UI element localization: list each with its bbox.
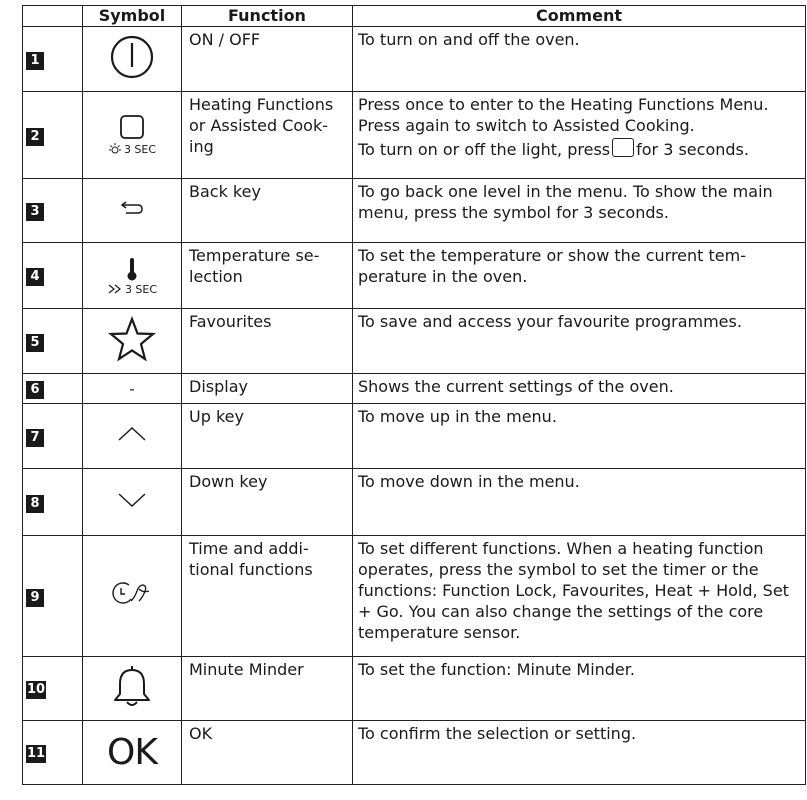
row-number: 9 [26,589,44,607]
comment-cell: To move down in the menu. [353,469,806,536]
header-row [23,6,806,27]
comment-cell [353,92,806,179]
symbol-sub-label: 3 SEC [123,142,157,156]
table-row [23,92,806,179]
comment-text: To turn on or off the light, press [358,140,611,159]
thermometer-icon [125,256,139,282]
star-icon [108,316,156,362]
comment-cell: To set the temperature or show the current tem-perature in the oven. [353,243,806,309]
comment-text: Press once to enter to the Heating Functions Menu. Press again to switch to Assisted Cooking. [358,95,769,135]
header-comment: Comment [353,6,806,27]
function-cell: OK [182,721,353,785]
function-cell: Back key [182,179,353,243]
row-number: 8 [26,495,44,513]
table-row [23,657,806,721]
square-key-icon [119,114,145,140]
bell-icon [112,664,152,710]
ok-symbol: OK [107,732,157,773]
function-cell: Time and addi-tional functions [182,536,353,657]
chevron-up-icon [117,426,147,442]
row-number: 5 [26,334,44,352]
comment-text: for 3 seconds. [636,140,749,159]
header-function: Function [182,6,353,27]
row-number: 4 [26,268,44,286]
back-arrow-icon [119,201,145,217]
function-cell: Minute Minder [182,657,353,721]
row-number: 2 [26,128,44,146]
table-row [23,374,806,404]
clock-hand-icon [109,577,155,611]
table-row [23,721,806,785]
function-cell: Heating Functions or Assisted Cook-ing [182,92,353,179]
row-number: 10 [27,682,46,697]
table-row [23,27,806,92]
comment-cell: To confirm the selection or setting. [353,721,806,785]
comment-cell: To set the function: Minute Minder. [353,657,806,721]
row-number: 3 [26,203,44,221]
square-key-icon [612,138,634,157]
table-row [23,404,806,469]
comment-cell: To set different functions. When a heating function operates, press the symbol to set the timer or the functions: Function Lock, Favourites, Heat + Hold, Set + Go. You can also change the settings of the core temperature sensor. [353,536,806,657]
function-cell: Temperature se-lection [182,243,353,309]
header-blank [23,6,83,27]
function-cell: Down key [182,469,353,536]
comment-cell: To go back one level in the menu. To show the main menu, press the symbol for 3 seconds. [353,179,806,243]
function-cell: Display [182,374,353,404]
function-cell: Up key [182,404,353,469]
header-symbol: Symbol [83,6,182,27]
table-row [23,243,806,309]
table-row [23,309,806,374]
row-number: 1 [26,52,44,70]
symbol-text: - [129,380,135,398]
table-row [23,536,806,657]
table-row [23,469,806,536]
row-number: 11 [27,746,46,761]
table-row [23,179,806,243]
double-chevron-icon [107,283,123,295]
light-bulb-icon [108,142,122,156]
symbol-sub-label: 3 SEC [124,282,158,296]
row-number: 6 [26,381,44,399]
comment-cell: To move up in the menu. [353,404,806,469]
comment-cell: To turn on and off the oven. [353,27,806,92]
row-number: 7 [26,429,44,447]
function-cell: ON / OFF [182,27,353,92]
comment-cell: Shows the current settings of the oven. [353,374,806,404]
power-icon [109,34,155,80]
controls-table [22,5,806,785]
function-cell: Favourites [182,309,353,374]
comment-cell: To save and access your favourite programmes. [353,309,806,374]
chevron-down-icon [117,492,147,508]
